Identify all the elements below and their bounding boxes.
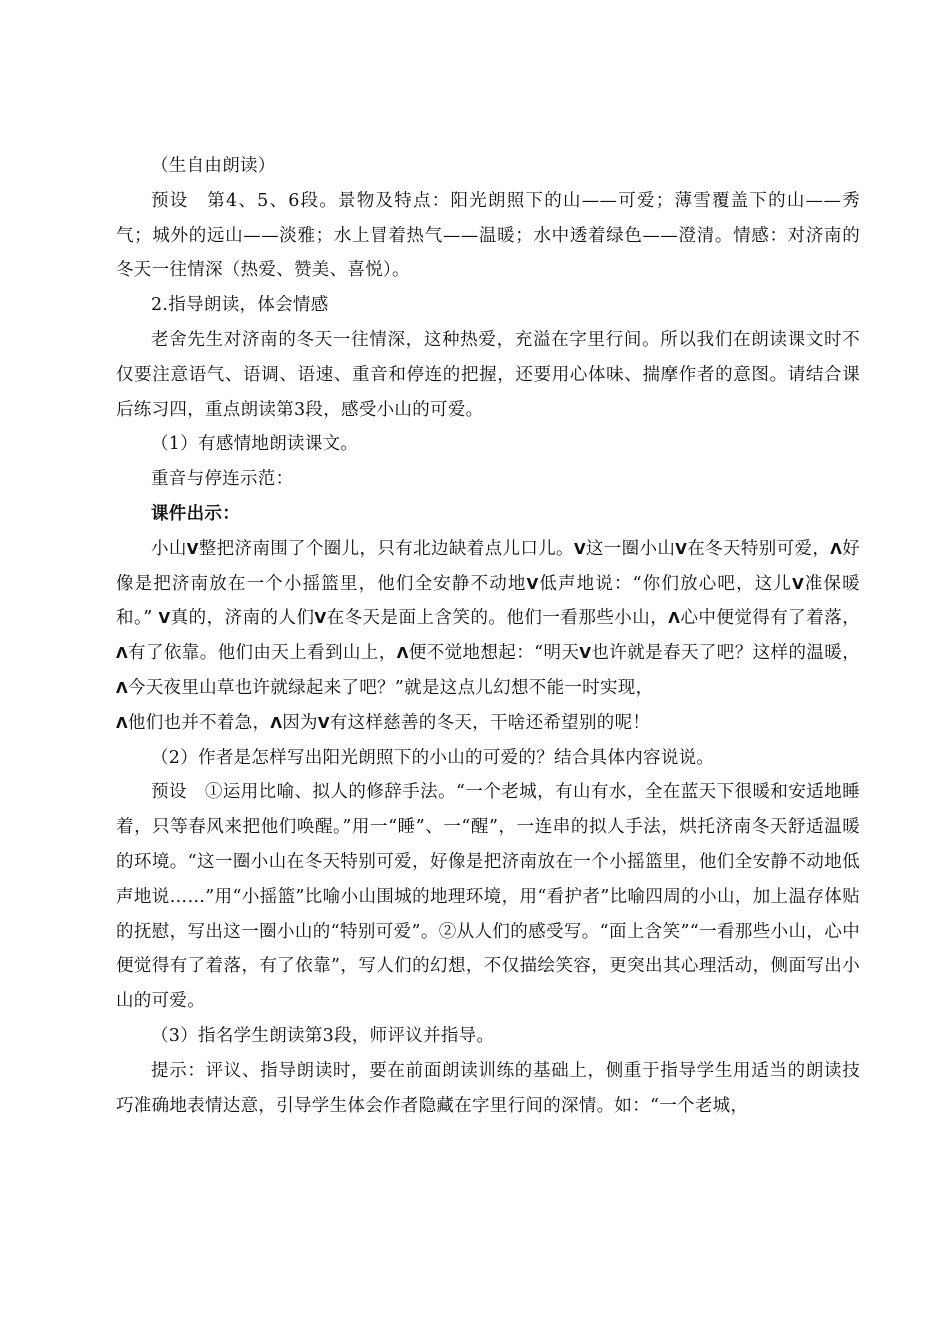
break-mark-icon: Λ	[668, 609, 681, 628]
demo-segment: 这一圈小山	[585, 538, 676, 559]
demo-passage-1	[116, 532, 860, 706]
demo-segment: 便不觉地想起：“明天	[408, 643, 580, 664]
demo-segment: 因为	[282, 712, 318, 733]
pause-mark-icon: V	[573, 539, 586, 558]
step-2: （2）作者是怎样写出阳光朗照下的小山的可爱的？结合具体内容说说。	[151, 747, 715, 768]
break-mark-icon: Λ	[270, 713, 283, 732]
demo-segment: 心中便觉得有了着落，	[680, 608, 861, 629]
document-body	[116, 149, 860, 1123]
pause-mark-icon: V	[158, 609, 171, 628]
break-mark-icon: Λ	[116, 713, 128, 732]
demo-segment: 好像是把济南放在一个小摇篮里，他们全安静不动地	[116, 538, 860, 594]
pause-mark-icon: V	[314, 609, 327, 628]
demo-segment: 今天夜里山草也许就绿起来了吧？”就是这点儿幻想不能一时实现，	[127, 677, 654, 698]
break-mark-icon: Λ	[116, 678, 128, 697]
demo-segment: 小山	[151, 538, 187, 559]
paragraph-hint: 提示：评议、指导朗读时，要在前面朗读训练的基础上，侧重于指导学生用适当的朗读技巧准确地表情达意，引导学生体会作者隐藏在字里行间的深情。如：“一个老城，	[116, 1060, 860, 1116]
demo-segment: 有了依靠。他们由天上看到山上，	[127, 643, 397, 664]
demo-segment: 准保暖和。”	[116, 573, 860, 629]
break-mark-icon: Λ	[396, 644, 409, 663]
step-3: （3）指名学生朗读第3段，师评议并指导。	[151, 1025, 495, 1046]
step-1: （1）有感情地朗读课文。	[151, 434, 359, 455]
courseware-label: 课件出示：	[151, 503, 240, 524]
pause-mark-icon: V	[186, 539, 199, 558]
section-heading: 2.指导朗读，体会情感	[151, 295, 329, 316]
paragraph-preset-2: 预设 ①运用比喻、拟人的修辞手法。“一个老城，有山有水，全在蓝天下很暖和安适地睡着，只等春风来把他们唤醒。”用一“睡”、一“醒”，一连串的拟人手法，烘托济南冬天舒适温暖的环境。“这一圈小山在冬天特别可爱，好像是把济南放在一个小摇篮里，他们全安静不动地低声地说……”用“小摇篮”比喻小山围城的地理环境，用“看护者”比喻四周的小山，加上温存体贴的抚慰，写出这一圈小山的“特别可爱”。②从人们的感受写。“面上含笑”“一看那些小山，心中便觉得有了着落，有了依靠”，写人们的幻想，不仅描绘笑容，更突出其心理活动，侧面写出小山的可爱。	[116, 782, 860, 1012]
paragraph-preset-1: 预设 第4、5、6段。景物及特点：阳光朗照下的山——可爱；薄雪覆盖下的山——秀气；城外的远山——淡雅；水上冒着热气——温暖；水中透着绿色——澄清。情感：对济南的冬天一往情深（热爱、赞美、喜悦）。	[116, 190, 860, 281]
demo-segment: 真的，济南的人们	[170, 608, 315, 629]
pause-mark-icon: V	[579, 644, 592, 663]
demo-segment: 在冬天是面上含笑的。他们一看那些小山，	[326, 608, 669, 629]
demo-segment: 在冬天特别可爱，	[687, 538, 831, 559]
demo-segment: 整把济南围了个圈儿，只有北边缺着点儿口儿。	[198, 538, 574, 559]
paragraph-reading-note: （生自由朗读）	[151, 156, 276, 176]
pause-mark-icon: V	[792, 574, 804, 593]
pause-mark-icon: V	[675, 539, 688, 558]
demo-segment: 有这样慈善的冬天，干啥还希望别的呢！	[329, 712, 651, 733]
pause-mark-icon: V	[526, 574, 539, 593]
break-mark-icon: Λ	[116, 644, 128, 663]
demo-passage-2	[116, 706, 860, 741]
pause-mark-icon: V	[317, 713, 330, 732]
demo-segment: 也许就是春天了吧？这样的温暖，	[591, 643, 861, 664]
break-mark-icon: Λ	[830, 539, 843, 558]
demo-segment: 他们也并不着急，	[127, 712, 271, 733]
demo-label: 重音与停连示范：	[151, 469, 294, 490]
paragraph-intro: 老舍先生对济南的冬天一往情深，这种热爱，充溢在字里行间。所以我们在朗读课文时不仅要注意语气、语调、语速、重音和停连的把握，还要用心体味、揣摩作者的意图。请结合课后练习四，重点朗读第3段，感受小山的可爱。	[116, 329, 860, 420]
demo-segment: 低声地说：“你们放心吧，这儿	[538, 573, 793, 594]
